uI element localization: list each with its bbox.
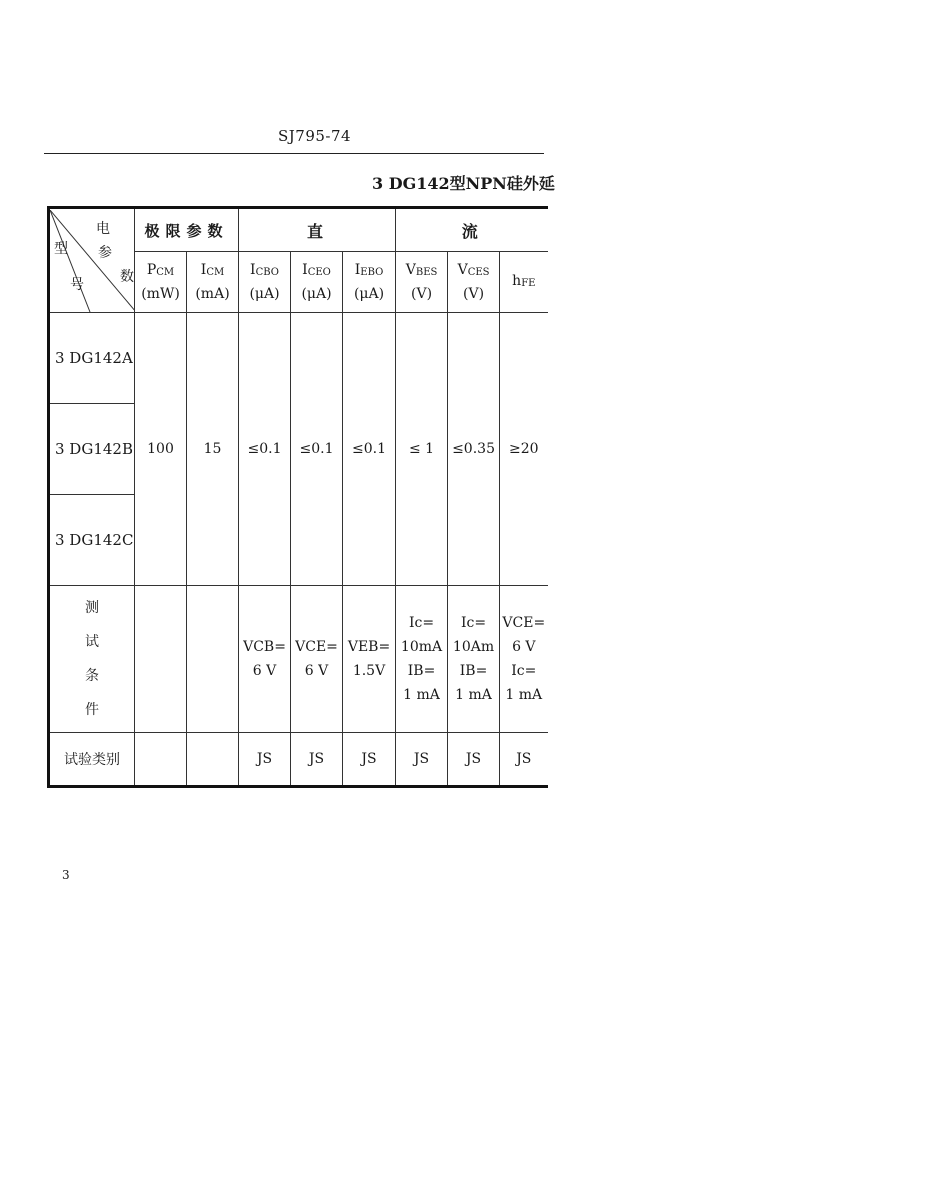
value-hfe: ≥20	[500, 313, 548, 586]
value-vces: ≤0.35	[448, 313, 500, 586]
group-header-limits: 极限参数	[135, 208, 239, 252]
param-pcm: $P_{CM}$ (mW)	[135, 252, 187, 313]
page-number: 3	[62, 868, 70, 882]
corner-header-cell	[49, 208, 135, 313]
test-category-pcm	[135, 733, 187, 787]
test-category-hfe: JS	[500, 733, 548, 787]
condition-iebo: VEB= 1.5V	[343, 586, 396, 733]
corner-label-number: 数	[120, 268, 134, 285]
value-icm: 15	[187, 313, 239, 586]
model-3dg142a: 3 DG142A	[49, 313, 135, 404]
condition-icbo: VCB= 6 V	[239, 586, 291, 733]
test-category-label: 试验类别	[49, 733, 135, 787]
corner-label-type: 型	[54, 240, 68, 257]
corner-label-param: 参	[98, 244, 112, 261]
corner-label-model: 号	[70, 276, 84, 293]
test-category-icm	[187, 733, 239, 787]
group-header-dc-right: 流	[396, 208, 548, 252]
test-category-iceo: JS	[291, 733, 343, 787]
corner-label-electrical: 电	[96, 220, 110, 237]
param-iceo: $I_{CEO}$ (μA)	[291, 252, 343, 313]
table-title: 3 DG142型NPN硅外延	[372, 174, 555, 193]
parameter-table	[47, 206, 548, 788]
condition-pcm	[135, 586, 187, 733]
param-vces: $V_{CES}$ (V)	[448, 252, 500, 313]
param-icm: $I_{CM}$ (mA)	[187, 252, 239, 313]
standard-code: SJ795-74	[278, 127, 352, 145]
conditions-label: 测 试 条 件	[49, 586, 135, 733]
condition-icm	[187, 586, 239, 733]
header-rule	[44, 153, 544, 154]
corner-diagonal-lines	[50, 210, 135, 312]
model-3dg142b: 3 DG142B	[49, 404, 135, 495]
model-3dg142c: 3 DG142C	[49, 495, 135, 586]
test-category-iebo: JS	[343, 733, 396, 787]
group-header-dc-left: 直	[239, 208, 396, 252]
value-iebo: ≤0.1	[343, 313, 396, 586]
param-icbo: $I_{CBO}$ (μA)	[239, 252, 291, 313]
test-category-vbes: JS	[396, 733, 448, 787]
param-vbes: $V_{BES}$ (V)	[396, 252, 448, 313]
value-iceo: ≤0.1	[291, 313, 343, 586]
test-category-icbo: JS	[239, 733, 291, 787]
condition-vces: Ic= 10Am IB= 1 mA	[448, 586, 500, 733]
condition-iceo: VCE= 6 V	[291, 586, 343, 733]
param-iebo: $I_{EBO}$ (μA)	[343, 252, 396, 313]
condition-vbes: Ic= 10mA IB= 1 mA	[396, 586, 448, 733]
test-category-vces: JS	[448, 733, 500, 787]
param-hfe: $h_{FE}$	[500, 252, 548, 313]
value-pcm: 100	[135, 313, 187, 586]
condition-hfe: VCE= 6 V Ic= 1 mA	[500, 586, 548, 733]
value-icbo: ≤0.1	[239, 313, 291, 586]
value-vbes: ≤ 1	[396, 313, 448, 586]
